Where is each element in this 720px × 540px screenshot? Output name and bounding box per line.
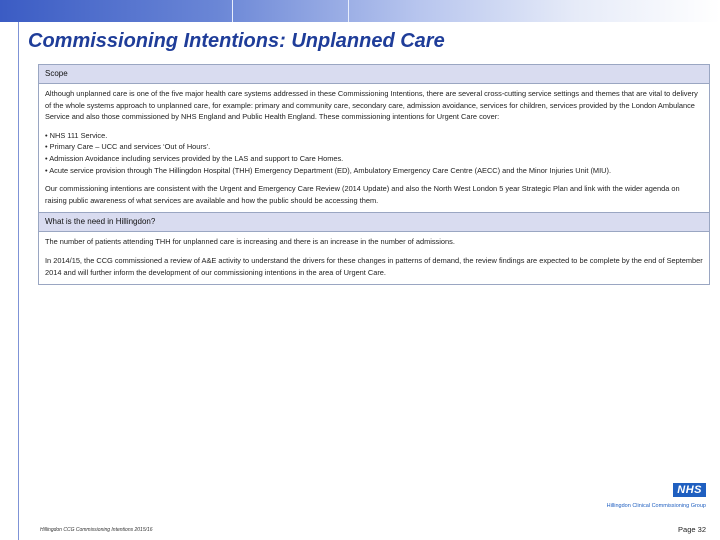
ccg-name: Hillingdon Clinical Commissioning Group: [606, 503, 706, 509]
header-gradient-band: [0, 0, 720, 22]
nhs-logo: NHS: [673, 483, 706, 497]
need-body: [39, 232, 709, 284]
scope-body: [39, 84, 709, 212]
footer-document-label: Hillingdon CCG Commissioning Intentions 2015/16: [40, 527, 153, 533]
band-divider: [348, 0, 349, 22]
need-paragraph: In 2014/15, the CCG commissioned a review of A&E activity to understand the drivers for these changes in patterns of demand, the review findings are expected to be complete by the end of September 2014 and will further inform the development of our commissioning intentions in the area of Urgent Care.: [45, 255, 703, 277]
content-panel: [38, 64, 710, 285]
need-paragraph: The number of patients attending THH for unplanned care is increasing and there is an increase in the number of admissions.: [45, 237, 455, 247]
scope-paragraph: Our commissioning intentions are consistent with the Urgent and Emergency Care Review (2014 Update) and also the North West London 5 year Strategic Plan and link with the wider agenda on raising public awareness of what services are available and how the public should be accessing them.: [45, 184, 680, 205]
page-number: Page 32: [678, 525, 706, 534]
need-heading: What is the need in Hillingdon?: [39, 212, 709, 232]
left-margin-rule: [18, 22, 19, 540]
band-divider: [232, 0, 233, 22]
page-title: Commissioning Intentions: Unplanned Care: [28, 30, 445, 52]
scope-bullet-list: • NHS 111 Service. • Primary Care – UCC and services ‘Out of Hours’. • Admission Avoidance including services provided by the LAS and support to Care Homes. • Acute service provision through The Hillingdon Hospital (THH) Emergency Department (ED), Ambulatory Emergency Care Centre (AECC) and the Minor Injuries Unit (MIU).: [45, 130, 611, 175]
scope-paragraph: Although unplanned care is one of the five major health care systems addressed in these Commissioning Intentions, there are several cross-cutting service settings and themes that are vital to delivery of the whole systems approach to unplanned care, for example: primary and community care, secondary care, admission avoidance, services for children, services provided by the London Ambulance Service and also those commissioned by NHS England and Public Health England. These commissioning intentions for Urgent Care cover:: [45, 89, 698, 122]
scope-heading: Scope: [39, 65, 709, 84]
